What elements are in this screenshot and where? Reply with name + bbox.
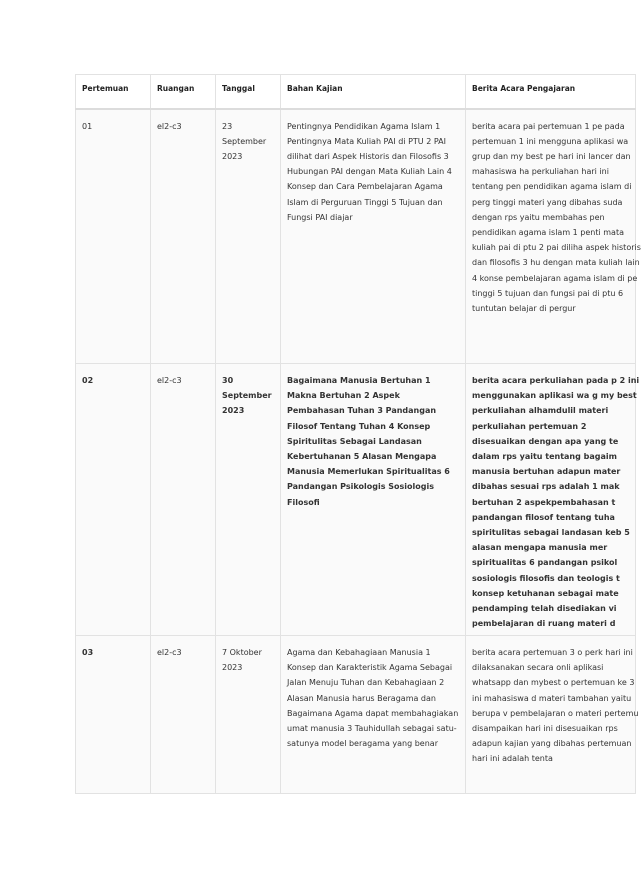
header-pertemuan: Pertemuan xyxy=(76,75,151,109)
cell-berita-acara xyxy=(466,109,641,364)
cell-ruangan: el2-c3 xyxy=(151,109,216,364)
header-ruangan: Ruangan xyxy=(151,75,216,109)
cell-berita-acara xyxy=(466,636,639,794)
header-bahan-kajian: Bahan Kajian xyxy=(281,75,466,109)
cell-bahan-kajian: Agama dan Kebahagiaan Manusia 1 Konsep dan Karakteristik Agama Sebagai Jalan Menuju Tuhan dan Kebahagiaan 2 Alasan Manusia harus Beragama dan Bagaimana Agama dapat membahagiakan umat manusia 3 Tauhidullah sebagai satu-satunya model beragama yang benar xyxy=(281,636,466,794)
berita-acara-text: berita acara perkuliahan pada p 2 ini menggunakan aplikasi wa g my best perkuliahan alhamdulil materi perkuliahan pertemuan 2 disesuaikan dengan apa yang te dalam rps yaitu tentang bagaim manusia bertuhan adapun mater dibahas sesuai rps adalah 1 mak bertuhan 2 aspekpembahasan t pandangan filosof tentang tuha spiritulitas sebagai landasan keb 5 alasan mengapa manusia mer spiritualitas 6 pandangan psikol sosiologis filosofis dan teologis t konsep ketuhanan sebagai mate pendamping telah disediakan vi pembelajaran di ruang materi d xyxy=(472,376,640,629)
cell-ruangan: el2-c3 xyxy=(151,636,216,794)
cell-tanggal: 23 September 2023 xyxy=(216,109,281,364)
berita-acara-text: berita acara pertemuan 3 o perk hari ini dilaksanakan secara onli aplikasi whatsapp dan mybest o pertemuan ke 3 ini mahasiswa d materi tambahan yaitu berupa v pembelajaran o materi pertemu disampaikan hari ini disesuaikan rps adapun kajian yang dibahas pertemuan hari ini adalah tenta xyxy=(472,648,639,764)
table-row xyxy=(76,636,636,794)
cell-pertemuan: 03 xyxy=(76,636,151,794)
table-row xyxy=(76,364,636,636)
cell-bahan-kajian: Bagaimana Manusia Bertuhan 1 Makna Bertuhan 2 Aspek Pembahasan Tuhan 3 Pandangan Filosof Tentang Tuhan 4 Konsep Spiritulitas Sebagai Landasan Kebertuhanan 5 Alasan Mengapa Manusia Memerlukan Spiritualitas 6 Pandangan Psikologis Sosiologis Filosofi xyxy=(281,364,466,636)
berita-acara-text: berita acara pai pertemuan 1 pe pada pertemuan 1 ini mengguna aplikasi wa grup dan my best pe hari ini lancer dan mahasiswa ha perkuliahan hari ini tentang pen pendidikan agama islam di perg tinggi materi yang dibahas suda dengan rps yaitu membahas pen pendidikan agama islam 1 penti mata kuliah pai di ptu 2 pai diliha aspek historis dan filosofis 3 hu dengan mata kuliah lain 4 konse pembelajaran agama islam di pe tinggi 5 tujuan dan fungsi pai di ptu 6 tuntutan belajar di pergur xyxy=(472,121,641,313)
table-header-row xyxy=(76,75,636,109)
cell-pertemuan: 02 xyxy=(76,364,151,636)
header-berita-acara: Berita Acara Pengajaran xyxy=(466,75,636,109)
header-tanggal: Tanggal xyxy=(216,75,281,109)
teaching-record-table xyxy=(75,74,641,794)
cell-bahan-kajian: Pentingnya Pendidikan Agama Islam 1 Pentingnya Mata Kuliah PAI di PTU 2 PAI dilihat dari Aspek Historis dan Filosofis 3 Hubungan PAI dengan Mata Kuliah Lain 4 Konsep dan Cara Pembelajaran Agama Islam di Perguruan Tinggi 5 Tujuan dan Fungsi PAI diajar xyxy=(281,109,466,364)
table-row xyxy=(76,109,636,364)
cell-tanggal: 30 September 2023 xyxy=(216,364,281,636)
cell-pertemuan: 01 xyxy=(76,109,151,364)
cell-tanggal: 7 Oktober 2023 xyxy=(216,636,281,794)
cell-berita-acara xyxy=(466,364,640,636)
cell-ruangan: el2-c3 xyxy=(151,364,216,636)
